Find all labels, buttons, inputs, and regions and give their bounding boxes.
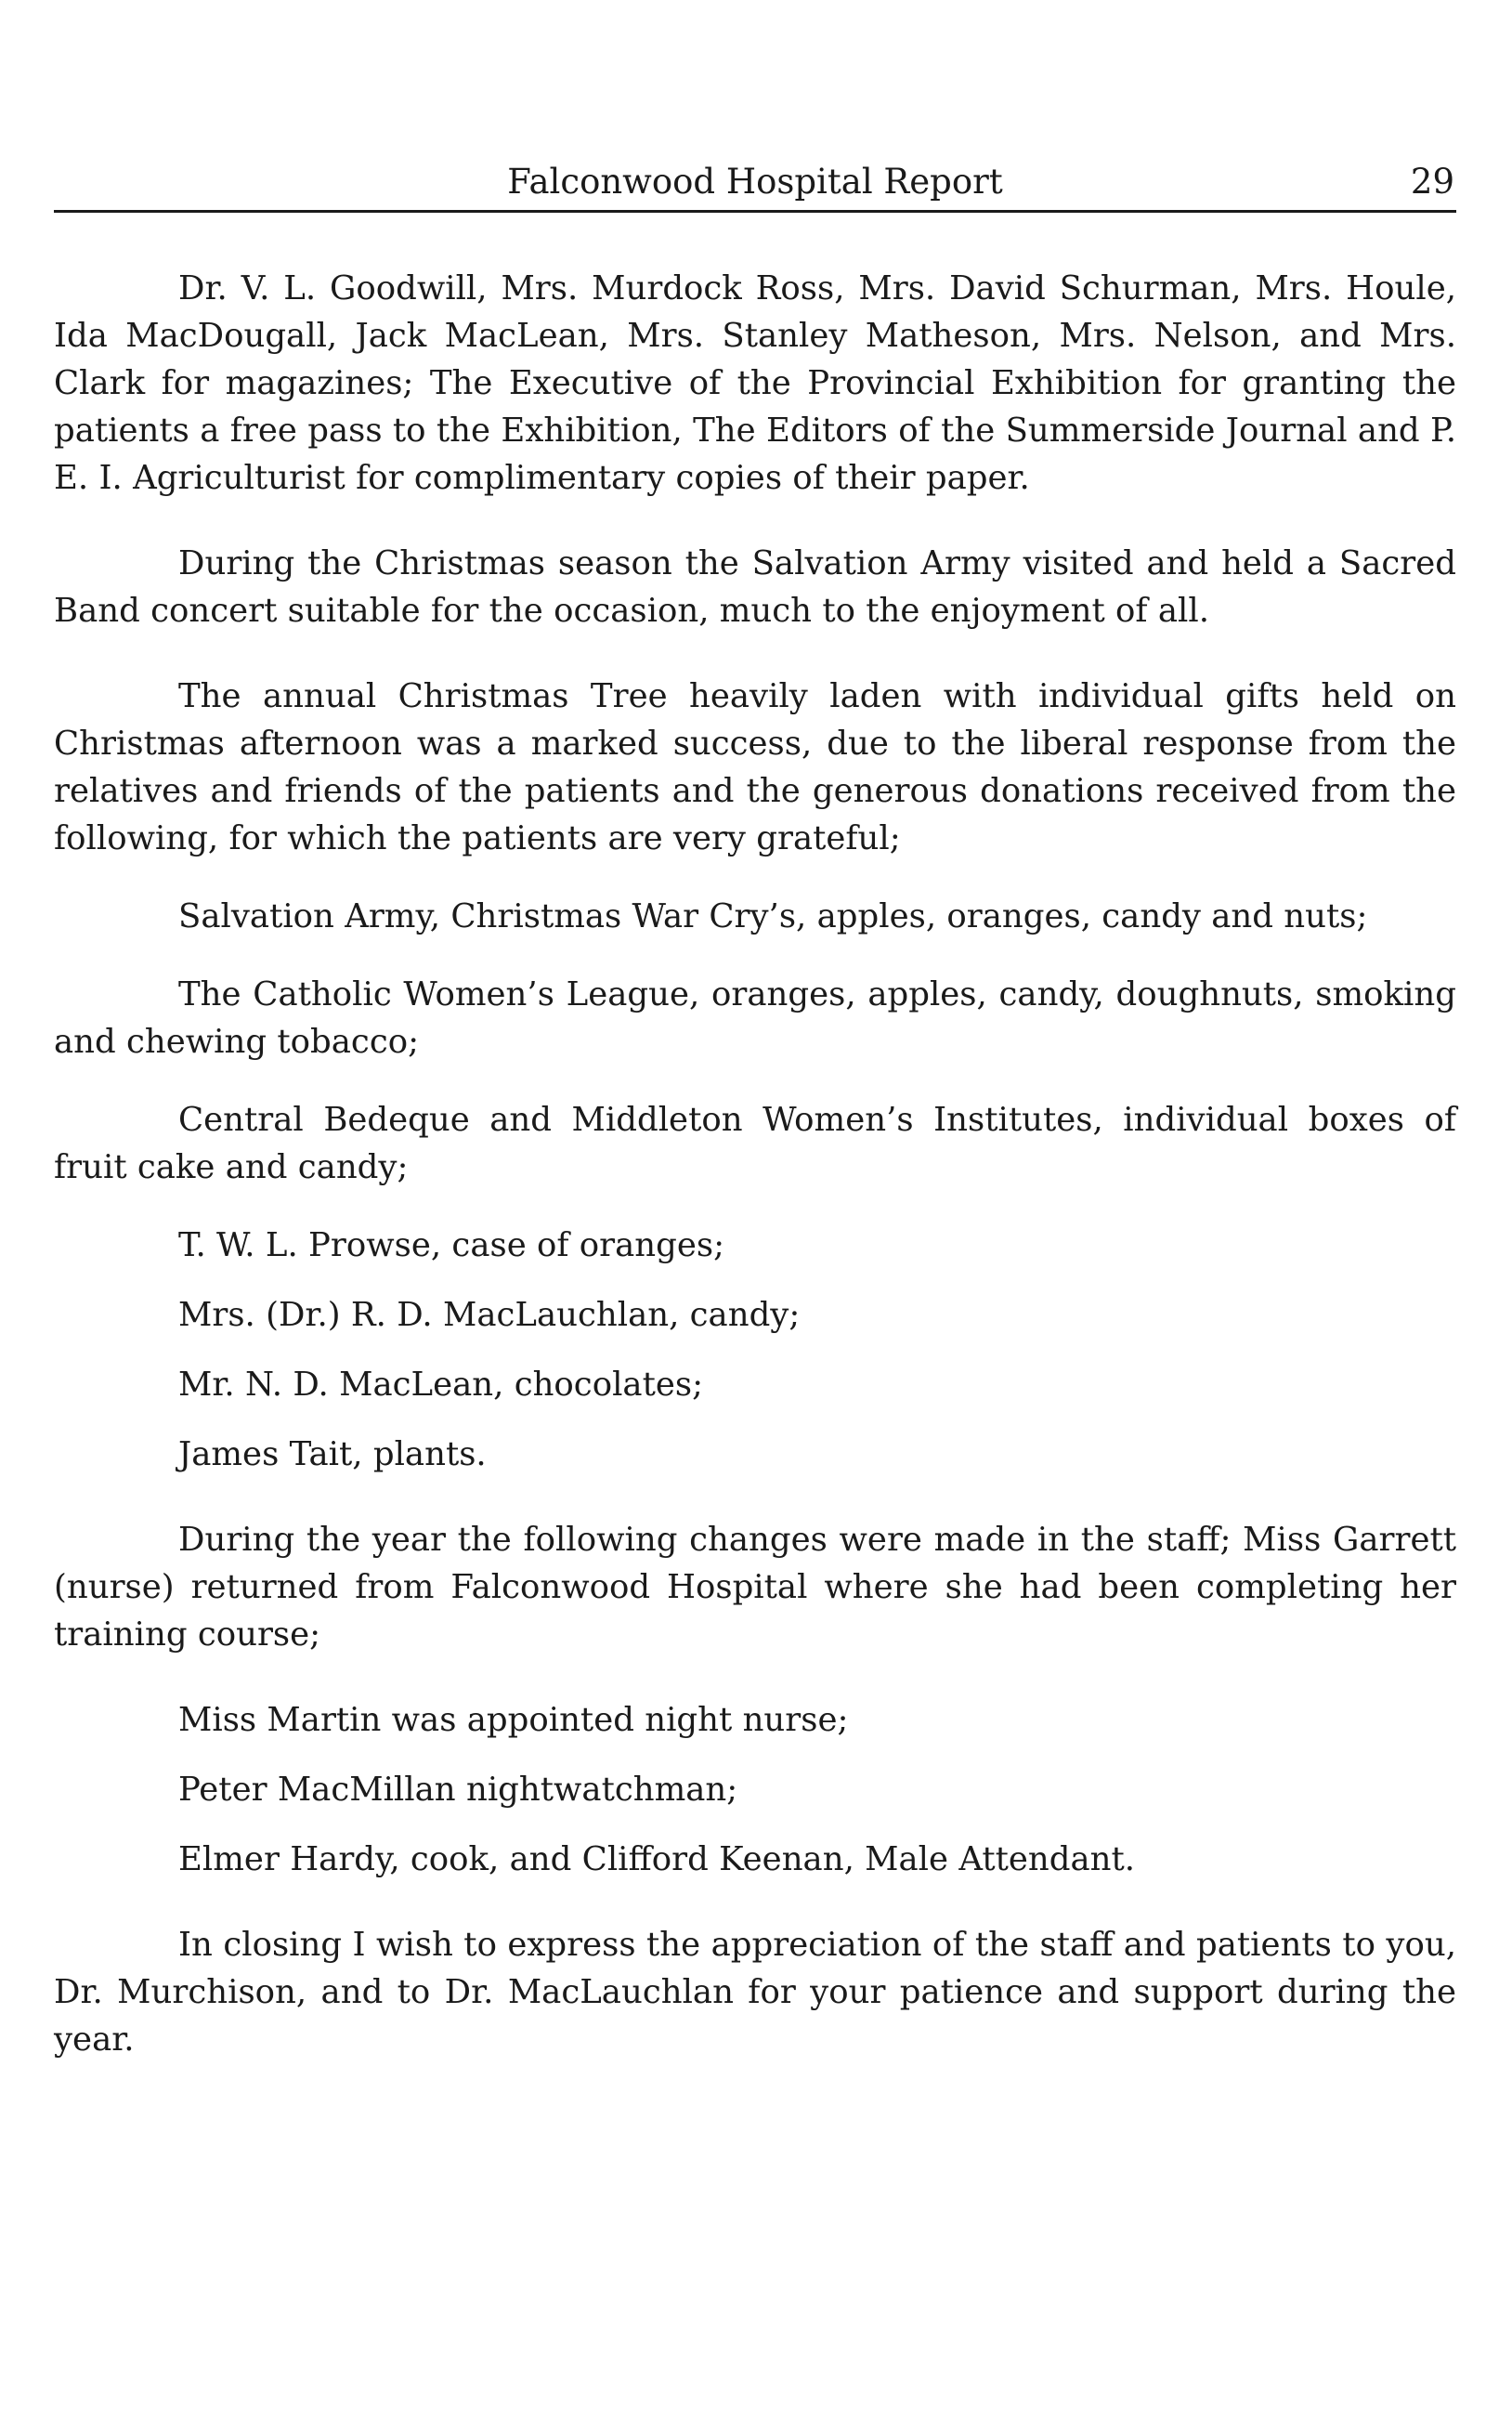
donor-item-maclean: Mr. N. D. MacLean, chocolates; (178, 1366, 704, 1404)
staff-item-hardy-keenan: Elmer Hardy, cook, and Clifford Keenan, Male Attendant. (178, 1840, 1136, 1878)
staff-item-macmillan: Peter MacMillan nightwatchman; (178, 1771, 738, 1809)
donor-item-salvation-army: Salvation Army, Christmas War Cry’s, apples, oranges, candy and nuts; (178, 897, 1368, 935)
paragraph-salvation-army-concert: During the Christmas season the Salvation Army visited and held a Sacred Band concert suitable for the occasion, much to the enjoyment of all. (54, 544, 1456, 630)
donor-item-prowse: T. W. L. Prowse, case of oranges; (178, 1226, 725, 1264)
running-header (54, 154, 1456, 213)
donor-item-catholic-womens-league: The Catholic Women’s League, oranges, apples, candy, doughnuts, smoking and chewing tobacco; (54, 975, 1456, 1061)
paragraph-staff-changes: During the year the following changes were made in the staff; Miss Garrett (nurse) returned from Falconwood Hospital where she had been completing her training course; (54, 1521, 1456, 1654)
paragraph-christmas-tree: The annual Christmas Tree heavily laden with individual gifts held on Christmas afternoon was a marked success, due to the liberal response from the relatives and friends of the patients and the generous donations received from the following, for which the patients are very grateful; (54, 677, 1456, 857)
running-title: Falconwood Hospital Report (507, 162, 1003, 202)
paragraph-closing: In closing I wish to express the appreciation of the staff and patients to you, Dr. Murchison, and to Dr. MacLauchlan for your patience and support during the year. (54, 1926, 1456, 2059)
page-number: 29 (1410, 162, 1454, 202)
donor-item-maclauchlan: Mrs. (Dr.) R. D. MacLauchlan, candy; (178, 1296, 801, 1334)
paragraph-thanks-magazines: Dr. V. L. Goodwill, Mrs. Murdock Ross, Mrs. David Schurman, Mrs. Houle, Ida MacDougall, Jack MacLean, Mrs. Stanley Matheson, Mrs. Nelson, and Mrs. Clark for magazines; The Executive of the Provincial Exhibition for granting the patients a free pass to the Exhibition, The Editors of the Summerside Journal and P. E. I. Agriculturist for complimentary copies of their paper. (54, 269, 1456, 497)
body-text (54, 265, 1456, 2063)
donor-item-tait: James Tait, plants. (178, 1435, 487, 1473)
donor-item-womens-institutes: Central Bedeque and Middleton Women’s Institutes, individual boxes of fruit cake and candy; (54, 1101, 1456, 1186)
staff-item-martin: Miss Martin was appointed night nurse; (178, 1701, 849, 1739)
